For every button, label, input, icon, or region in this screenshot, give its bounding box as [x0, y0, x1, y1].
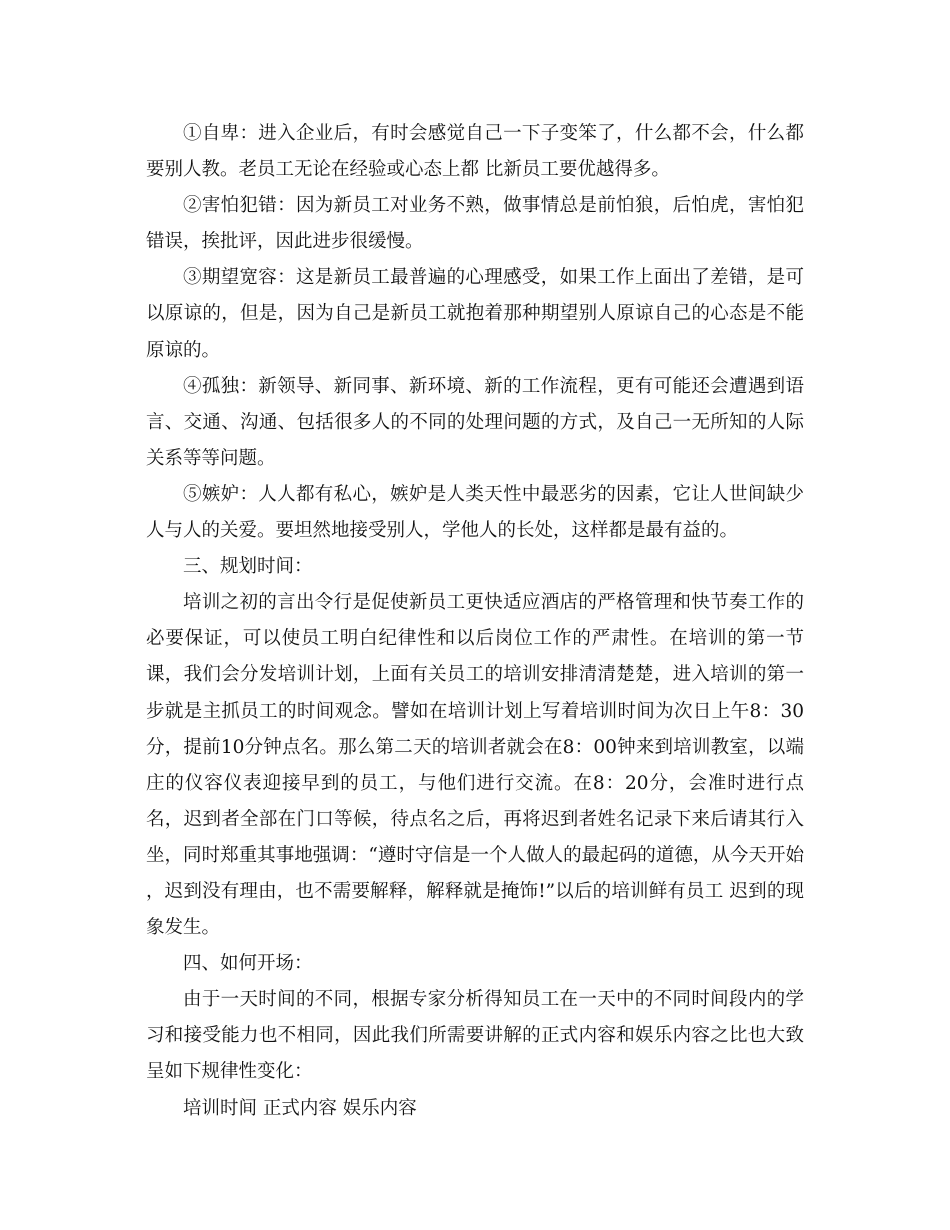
document-body	[146, 116, 804, 1127]
paragraph-opening: 由于一天时间的不同，根据专家分析得知员工在一天中的不同时间段内的学习和接受能力也不相同，因此我们所需要讲解的正式内容和娱乐内容之比也大致呈如下规律性变化：	[146, 989, 804, 1083]
section-heading-opening: 四、如何开场：	[183, 953, 313, 975]
paragraph-loneliness: ④孤独：新领导、新同事、新环境、新的工作流程，更有可能还会遭遇到语言、交通、沟通、包括很多人的不同的处理问题的方式，及自己一无所知的人际关系等等问题。	[146, 375, 804, 469]
paragraph-fear-of-mistakes: ②害怕犯错：因为新员工对业务不熟，做事情总是前怕狼，后怕虎，害怕犯错误，挨批评，因此进步很缓慢。	[146, 195, 804, 253]
section-heading-plan-time: 三、规划时间：	[183, 556, 313, 578]
paragraph-expect-tolerance: ③期望宽容：这是新员工最普遍的心理感受，如果工作上面出了差错，是可以原谅的，但是，因为自己是新员工就抱着那种期望别人原谅自己的心态是不能原谅的。	[146, 267, 804, 361]
paragraph-inferiority: ①自卑：进入企业后，有时会感觉自己一下子变笨了，什么都不会，什么都要别人教。老员工无论在经验或心态上都 比新员工要优越得多。	[146, 123, 804, 181]
paragraph-plan-time: 培训之初的言出令行是促使新员工更快适应酒店的严格管理和快节奏工作的必要保证，可以使员工明白纪律性和以后岗位工作的严肃性。在培训的第一节课，我们会分发培训计划，上面有关员工的培训安排清清楚楚，进入培训的第一步就是主抓员工的时间观念。譬如在培训计划上写着培训时间为次日上午8：30分，提前10分钟点名。那么第二天的培训者就会在8：00钟来到培训教室，以端庄的仪容仪表迎接早到的员工，与他们进行交流。在8：20分，会准时进行点名，迟到者全部在门口等候，待点名之后，再将迟到者姓名记录下来后请其行入坐，同时郑重其事地强调：“遵时守信是一个人做人的最起码的道德，从今天开始 ，迟到没有理由，也不需要解释，解释就是掩饰!”以后的培训鲜有员工 迟到的现象发生。	[146, 592, 804, 939]
table-header-line: 培训时间 正式内容 娱乐内容	[183, 1097, 417, 1119]
paragraph-jealousy: ⑤嫉妒：人人都有私心，嫉妒是人类天性中最恶劣的因素，它让人世间缺少人与人的关爱。要坦然地接受别人，学他人的长处，这样都是最有益的。	[146, 483, 804, 542]
